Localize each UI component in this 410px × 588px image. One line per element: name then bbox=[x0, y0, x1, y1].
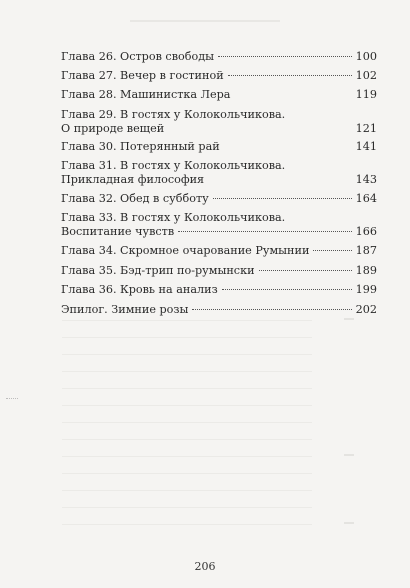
toc-entry bbox=[61, 283, 377, 303]
page-header-bleedthrough bbox=[0, 18, 410, 24]
margin-mark bbox=[6, 398, 18, 405]
bleedthrough-line bbox=[62, 320, 312, 321]
dot-leader bbox=[234, 93, 351, 95]
dot-leader bbox=[213, 197, 352, 199]
toc-entry-title: Глава 32. Обед в субботу bbox=[61, 192, 209, 205]
toc-entry-title-line1: Глава 33. В гостях у Колокольчикова. bbox=[61, 211, 286, 224]
toc-entry-title: Глава 26. Остров свободы bbox=[61, 50, 214, 63]
bleedthrough-number bbox=[344, 522, 354, 524]
bleedthrough-line bbox=[62, 473, 312, 474]
toc-entry bbox=[61, 192, 377, 211]
toc-entry-page: 100 bbox=[355, 50, 377, 63]
dot-leader bbox=[192, 308, 351, 310]
dot-leader bbox=[168, 127, 351, 129]
toc-entry-page: 164 bbox=[355, 192, 377, 205]
toc-entry bbox=[61, 69, 377, 88]
toc-entry bbox=[61, 264, 377, 283]
toc-entry-page: 102 bbox=[355, 69, 377, 82]
bleedthrough-line bbox=[62, 507, 312, 508]
toc-entry-title: Прикладная философия bbox=[61, 173, 205, 186]
dot-leader bbox=[224, 145, 352, 147]
toc-entry-title: Глава 30. Потерянный рай bbox=[61, 140, 220, 153]
dot-leader bbox=[259, 269, 352, 271]
toc-entry-page: 119 bbox=[355, 88, 377, 101]
toc-entry-title-line1: Глава 31. В гостях у Колокольчикова. bbox=[61, 159, 286, 172]
dot-leader bbox=[218, 55, 352, 57]
toc-entry-page: 202 bbox=[355, 303, 377, 316]
bleedthrough-number bbox=[344, 454, 354, 456]
table-of-contents bbox=[61, 50, 377, 322]
toc-entry-page: 199 bbox=[355, 283, 377, 296]
toc-entry-title: Глава 35. Бэд-трип по-румынски bbox=[61, 264, 255, 277]
bleedthrough-line bbox=[62, 371, 312, 372]
bleedthrough-line bbox=[62, 456, 312, 457]
bleedthrough-line bbox=[62, 439, 312, 440]
toc-entry-title: Глава 27. Вечер в гостиной bbox=[61, 69, 224, 82]
bleedthrough-line bbox=[62, 354, 312, 355]
dot-leader bbox=[222, 288, 352, 290]
toc-entry-page: 166 bbox=[355, 225, 377, 238]
page-number: 206 bbox=[194, 560, 216, 573]
bleedthrough-line bbox=[62, 422, 312, 423]
bleedthrough-line bbox=[62, 524, 312, 525]
toc-entry-page: 121 bbox=[355, 122, 377, 135]
toc-entry-title: О природе вещей bbox=[61, 122, 165, 135]
toc-entry bbox=[61, 50, 377, 69]
bleedthrough-number bbox=[344, 318, 354, 320]
toc-entry-title: Воспитание чувств bbox=[61, 225, 175, 238]
toc-entry bbox=[61, 211, 377, 244]
dot-leader bbox=[208, 178, 352, 180]
dot-leader bbox=[228, 74, 352, 76]
toc-entry bbox=[61, 140, 377, 159]
toc-entry-page: 141 bbox=[355, 140, 377, 153]
toc-entry-title: Глава 28. Машинистка Лера bbox=[61, 88, 231, 101]
toc-entry-page: 189 bbox=[355, 264, 377, 277]
toc-entry-title: Эпилог. Зимние розы bbox=[61, 303, 189, 316]
bleedthrough-line bbox=[62, 388, 312, 389]
bleedthrough-line bbox=[62, 490, 312, 491]
toc-entry bbox=[61, 159, 377, 192]
toc-entry bbox=[61, 108, 377, 140]
toc-entry-title-line1: Глава 29. В гостях у Колокольчикова. bbox=[61, 108, 286, 121]
bleedthrough-line bbox=[62, 405, 312, 406]
dot-leader bbox=[313, 249, 351, 251]
bleedthrough-line bbox=[62, 337, 312, 338]
toc-entry-title: Глава 36. Кровь на анализ bbox=[61, 283, 218, 296]
toc-entry bbox=[61, 244, 377, 264]
toc-entry-page: 187 bbox=[355, 244, 377, 257]
toc-entry-page: 143 bbox=[355, 173, 377, 186]
toc-entry-title: Глава 34. Скромное очарование Румынии bbox=[61, 244, 310, 257]
toc-entry bbox=[61, 88, 377, 108]
header-ghost-line bbox=[130, 20, 280, 22]
dot-leader bbox=[178, 230, 352, 232]
